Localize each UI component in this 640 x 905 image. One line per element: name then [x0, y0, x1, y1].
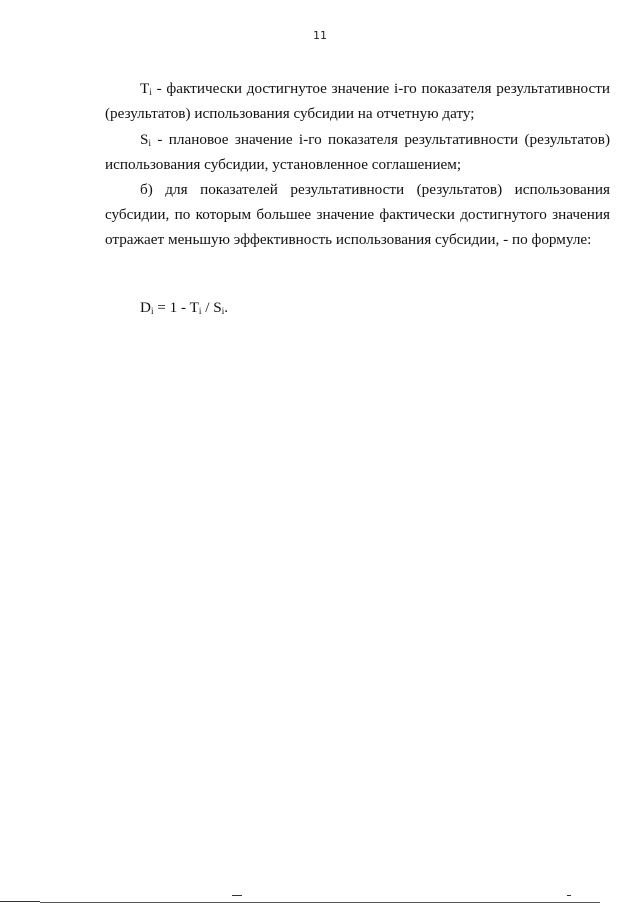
var-s: S: [140, 130, 149, 148]
body-text: [105, 76, 610, 252]
item-b-paragraph: б) для показателей результативности (результатов) использования субсидии, по которым большее значение фактически достигнутого значения отражает меньшую эффективность использования субсидии, - по формуле:: [105, 181, 610, 248]
page-number: 11: [313, 29, 327, 42]
definition-t-text: - фактически достигнутое значение i-го показателя результативности (результатов) использования субсидии на отчетную дату;: [105, 80, 610, 122]
formula-d: D: [140, 299, 151, 316]
scan-artifact-dash: [232, 895, 242, 896]
formula-t: T: [189, 299, 199, 316]
var-t: T: [140, 80, 150, 97]
definition-s: [105, 127, 610, 177]
formula-d-subscript: i: [150, 306, 154, 316]
scan-artifact-dot: [567, 895, 571, 896]
var-t-subscript: i: [149, 87, 152, 97]
formula-end: .: [224, 299, 229, 316]
formula-s: S: [213, 299, 222, 316]
formula: [140, 295, 228, 320]
var-s-subscript: i: [148, 137, 151, 148]
scan-artifact-line-right: [40, 902, 600, 903]
scan-artifact-line-left: [0, 901, 40, 902]
formula-equals-one-minus: = 1 -: [153, 299, 190, 316]
formula-t-subscript: i: [198, 306, 202, 316]
formula-s-subscript: i: [221, 306, 225, 316]
formula-slash: /: [201, 299, 214, 316]
definition-t: [105, 76, 610, 126]
definition-s-text: - плановое значение i-го показателя результативности (результатов) использования субсидии, установленное соглашением;: [105, 130, 610, 173]
